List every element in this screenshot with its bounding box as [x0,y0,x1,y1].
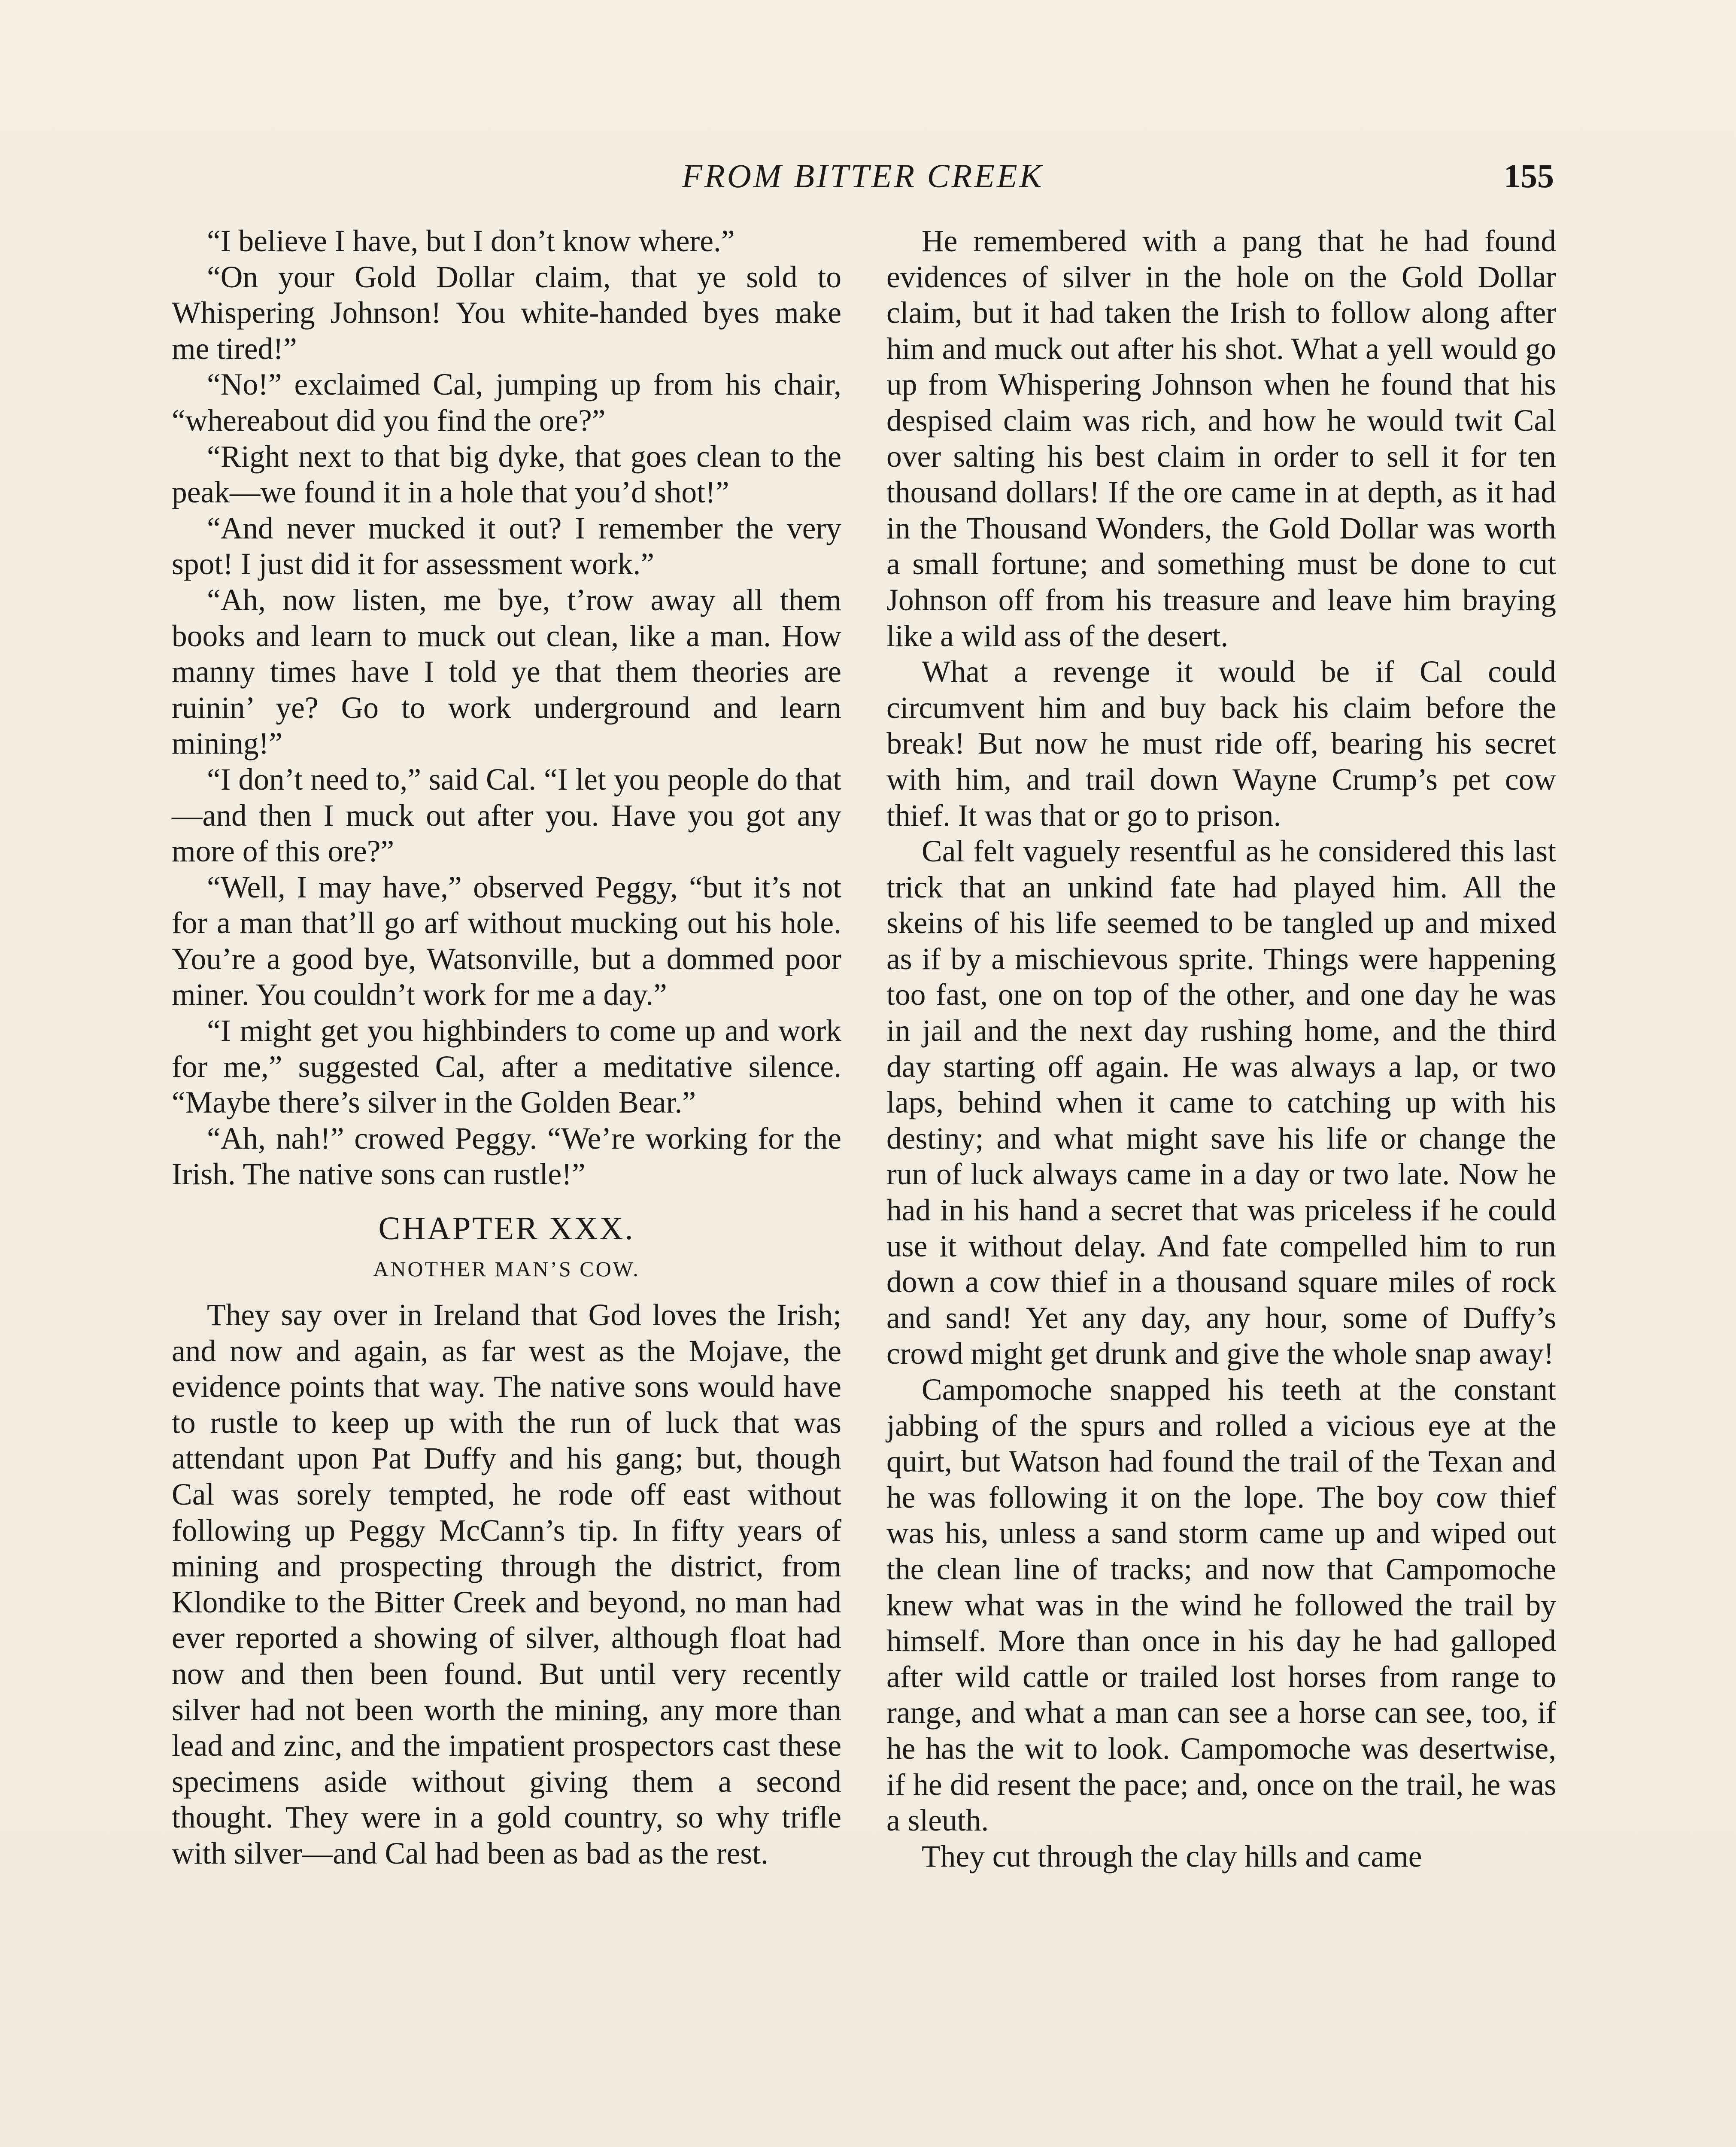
running-head [172,150,1554,202]
paragraph: “Well, I may have,” observed Peggy, “but it’s not for a man that’ll go arf without mucking out his hole. You’re a good bye, Watsonville, but a dommed poor miner. You couldn’t work for me a day.” [172,870,841,1012]
paragraph: “No!” exclaimed Cal, jumping up from his chair, “whereabout did you find the ore?” [172,368,841,438]
paragraph: “I might get you highbinders to come up and work for me,” suggested Cal, after a meditative silence. “Maybe there’s silver in the Golden Bear.” [172,1014,841,1120]
paragraph: “On your Gold Dollar claim, that ye sold to Whispering Johnson! You white-handed byes make me tired!” [172,260,841,366]
paragraph: “Ah, nah!” crowed Peggy. “We’re working for the Irish. The native sons can rustle!” [172,1121,841,1192]
paragraph: “I don’t need to,” said Cal. “I let you people do that—and then I muck out after you. Have you got any more of this ore?” [172,762,841,869]
paragraph: What a revenge it would be if Cal could circumvent him and buy back his claim before the break! But now he must ride off, bearing his secret with him, and trail down Wayne Crump’s pet cow thief. It was that or go to prison. [886,655,1556,833]
paragraph: Campomoche snapped his teeth at the constant jabbing of the spurs and rolled a vicious eye at the quirt, but Watson had found the trail of the Texan and he was following it on the lope. The boy cow thief was his, unless a sand storm came up and wiped out the clean line of tracks; and now that Campomoche knew what was in the wind he followed the trail by himself. More than once in his day he had galloped after wild cattle or trailed lost horses from range to range, and what a man can see a horse can see, too, if he has the wit to look. Campomoche was desertwise, if he did resent the pace; and, once on the trail, he was a sleuth. [886,1373,1556,1838]
paragraph: “Right next to that big dyke, that goes clean to the peak—we found it in a hole that you’d shot!” [172,439,841,510]
paragraph: “And never mucked it out? I remember the very spot! I just did it for assessment work.” [172,511,841,581]
paragraph: They say over in Ireland that God loves the Irish; and now and again, as far west as the Mojave, the evidence points that way. The native sons would have to rustle to keep up with the run of luck that was attendant upon Pat Duffy and his gang; but, though Cal was sorely tempted, he rode off east without following up Peggy McCann’s tip. In fifty years of mining and prospecting through the district, from Klondike to the Bitter Creek and beyond, no man had ever reported a showing of silver, although float had now and then been found. But until very recently silver had not been worth the mining, any more than lead and zinc, and the impatient prospectors cast these specimens aside without giving them a second thought. They were in a gold country, so why trifle with silver—and Cal had been as bad as the rest. [172,1298,841,1870]
right-column [886,223,1556,1874]
paragraph: He remembered with a pang that he had found evidences of silver in the hole on the Gold Dollar claim, but it had taken the Irish to follow along after him and muck out after his shot. What a yell would go up from Whispering Johnson when he found that his despised claim was rich, and how he would twit Cal over salting his best claim in order to sell it for ten thousand dollars! If the ore came in at depth, as it had in the Thousand Wonders, the Gold Dollar was worth a small fortune; and something must be done to cut Johnson off from his treasure and leave him braying like a wild ass of the desert. [886,224,1556,653]
left-column [172,223,841,1872]
chapter-subtitle: ANOTHER MAN’S COW. [373,1257,640,1281]
page-number: 155 [1504,157,1554,195]
running-title: FROM BITTER CREEK [682,157,1044,195]
chapter-heading: CHAPTER XXX. [378,1210,635,1247]
paragraph: “Ah, now listen, me bye, t’row away all them books and learn to muck out clean, like a man. How manny times have I told ye that them theories are ruinin’ ye? Go to work underground and learn mining!” [172,583,841,761]
paragraph: They cut through the clay hills and came [922,1839,1422,1873]
paragraph: “I believe I have, but I don’t know where.” [207,224,735,258]
paragraph: Cal felt vaguely resentful as he considered this last trick that an unkind fate had played him. All the skeins of his life seemed to be tangled up and mixed as if by a mischievous sprite. Things were happening too fast, one on top of the other, and one day he was in jail and the next day rushing home, and the third day starting off again. He was always a lap, or two laps, behind when it came to catching up with his destiny; and what might save his life or change the run of luck always came in a day or two late. Now he had in his hand a secret that was priceless if he could use it without delay. And fate compelled him to run down a cow thief in a thousand square miles of rock and sand! Yet any day, any hour, some of Duffy’s crowd might get drunk and give the whole snap away! [886,834,1556,1371]
